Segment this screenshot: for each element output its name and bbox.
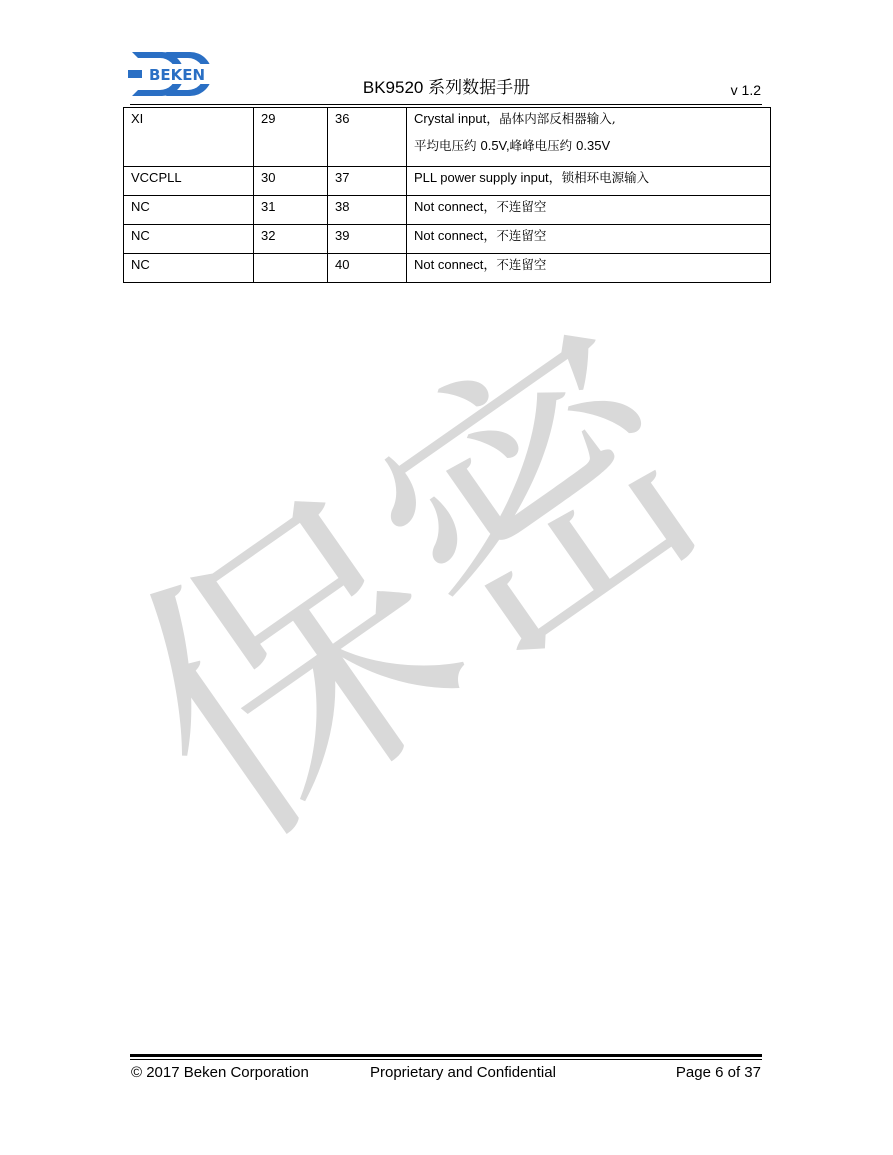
pin-description-cell: [407, 254, 771, 283]
pin-number-cell: 40: [328, 254, 407, 283]
footer-rule: [130, 1054, 762, 1057]
footer-copyright: © 2017 Beken Corporation: [131, 1064, 309, 1081]
pin-number-cell: 31: [254, 196, 328, 225]
document-title: BK9520 系列数据手册: [362, 78, 531, 97]
description-cn: 不连留空: [496, 257, 547, 272]
pin-name-cell: XI: [124, 108, 254, 167]
footer-rule: [130, 1059, 762, 1060]
pin-number-cell: 32: [254, 225, 328, 254]
logo-text: BEKEN: [148, 66, 206, 84]
description-cn: 不连留空: [496, 199, 547, 214]
pin-name-cell: NC: [124, 225, 254, 254]
header-rule: [130, 104, 762, 105]
description-en: PLL power supply input，: [414, 170, 562, 185]
confidential-watermark: [73, 271, 766, 902]
pin-name-cell: NC: [124, 196, 254, 225]
description-cn: 峰峰电压约: [509, 138, 577, 153]
description-en: Not connect，: [414, 228, 497, 243]
pin-number-cell: 29: [254, 108, 328, 167]
description-en: Crystal input，: [414, 111, 500, 126]
description-en: 0.5V,: [480, 138, 510, 153]
pin-number-cell: 36: [328, 108, 407, 167]
table-row: [124, 254, 771, 283]
description-en: Not connect，: [414, 257, 497, 272]
description-line-2: [414, 137, 763, 155]
pin-name-cell: NC: [124, 254, 254, 283]
description-cn: 晶体内部反相器输入,: [499, 111, 616, 126]
table-row: [124, 108, 771, 167]
pin-number-cell: 38: [328, 196, 407, 225]
pin-description-cell: [407, 196, 771, 225]
description-en: 0.35V: [576, 138, 611, 153]
description-cn: 不连留空: [496, 228, 547, 243]
pin-description-cell: [407, 167, 771, 196]
pin-name-cell: VCCPLL: [124, 167, 254, 196]
description-cn: 平均电压约: [414, 138, 481, 153]
watermark-text: 保密: [73, 271, 766, 902]
pin-description-cell: [407, 108, 771, 167]
table-row: [124, 196, 771, 225]
pin-number-cell: [254, 254, 328, 283]
pin-table: [123, 107, 771, 283]
document-version: v 1.2: [730, 82, 761, 98]
description-cn: 锁相环电源输入: [561, 170, 650, 185]
footer-page-number: Page 6 of 37: [675, 1064, 761, 1081]
pin-description-cell: [407, 225, 771, 254]
pin-number-cell: 39: [328, 225, 407, 254]
table-row: [124, 167, 771, 196]
pin-number-cell: 37: [328, 167, 407, 196]
footer-confidential: Proprietary and Confidential: [370, 1064, 556, 1081]
table-row: [124, 225, 771, 254]
description-en: Not connect，: [414, 199, 497, 214]
pin-number-cell: 30: [254, 167, 328, 196]
